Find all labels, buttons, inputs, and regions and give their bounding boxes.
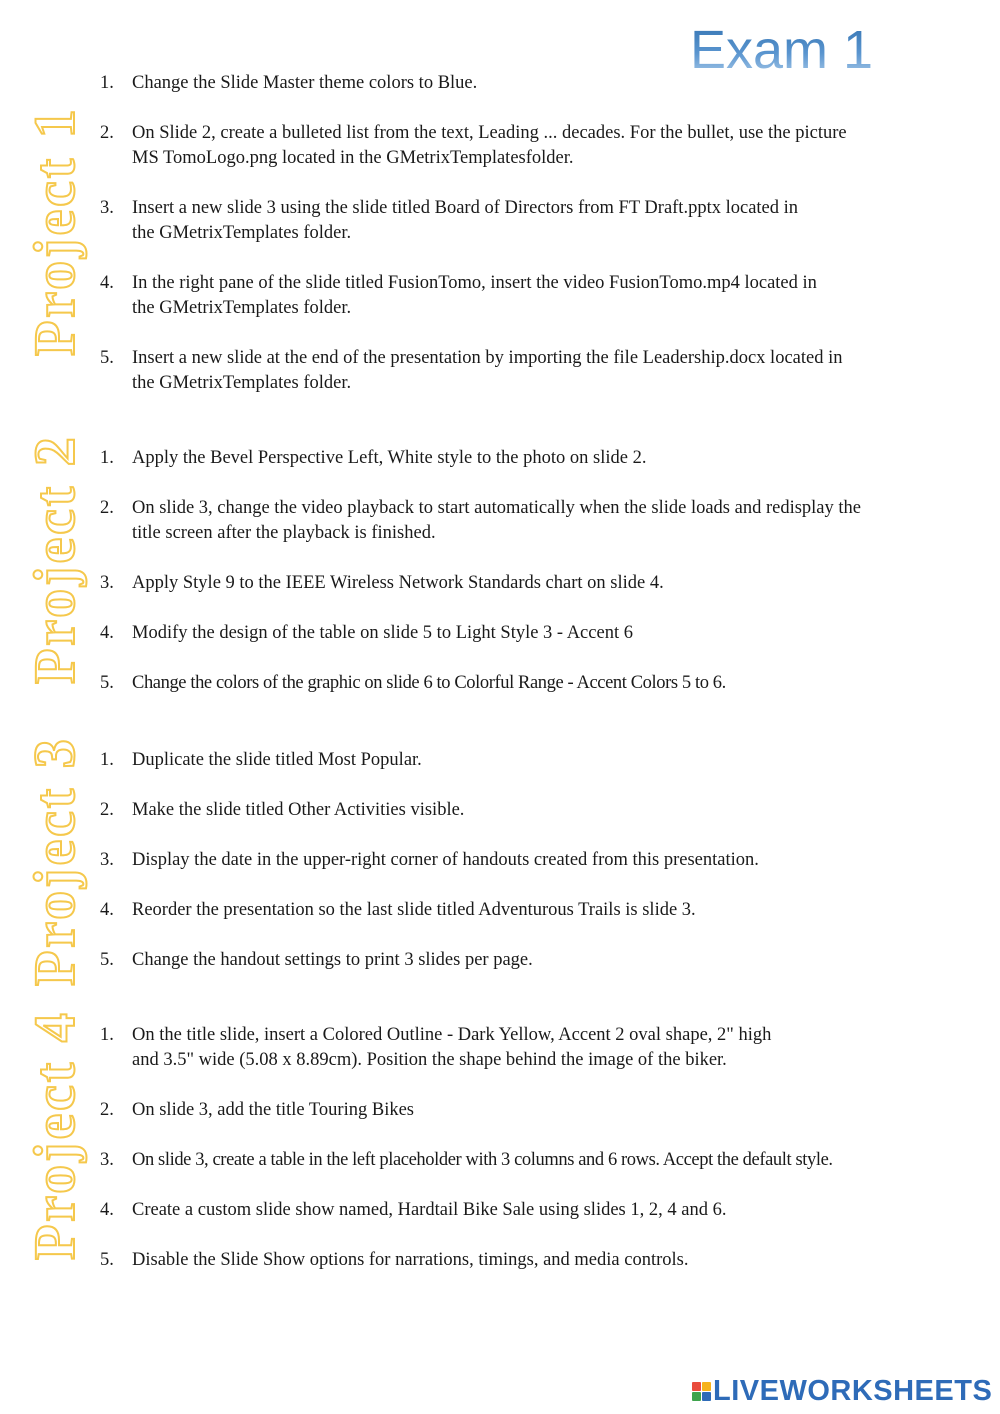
item-text: Apply Style 9 to the IEEE Wireless Network Standards chart on slide 4. <box>132 573 664 593</box>
item-number: 2. <box>100 498 114 518</box>
liveworksheets-logo[interactable] <box>692 1375 992 1408</box>
item-number: 1. <box>100 1025 114 1045</box>
exam-title: Exam 1 <box>690 20 874 80</box>
project-3-label: Project 3 <box>22 736 87 986</box>
item-text-cont: the GMetrixTemplates folder. <box>132 373 352 393</box>
item-number: 3. <box>100 198 114 218</box>
item-number: 3. <box>100 1150 114 1170</box>
project-4-label: Project 4 <box>22 1010 87 1260</box>
item-number: 4. <box>100 273 114 293</box>
project-2-label: Project 2 <box>22 434 87 684</box>
item-text: Reorder the presentation so the last slide titled Adventurous Trails is slide 3. <box>132 900 696 920</box>
logo-square-yellow <box>702 1382 711 1391</box>
item-text: Change the colors of the graphic on slide 6 to Colorful Range - Accent Colors 5 to 6. <box>132 673 726 693</box>
item-number: 5. <box>100 950 114 970</box>
item-number: 5. <box>100 348 114 368</box>
item-number: 2. <box>100 123 114 143</box>
item-text-cont: MS TomoLogo.png located in the GMetrixTemplatesfolder. <box>132 148 574 168</box>
item-text-cont: title screen after the playback is finished. <box>132 523 436 543</box>
item-text: On the title slide, insert a Colored Outline - Dark Yellow, Accent 2 oval shape, 2" high <box>132 1025 772 1045</box>
item-number: 1. <box>100 448 114 468</box>
item-text: Duplicate the slide titled Most Popular. <box>132 750 422 770</box>
item-text: In the right pane of the slide titled FusionTomo, insert the video FusionTomo.mp4 located in <box>132 273 817 293</box>
logo-square-green <box>692 1392 701 1401</box>
item-text-cont: and 3.5" wide (5.08 x 8.89cm). Position the shape behind the image of the biker. <box>132 1050 727 1070</box>
logo-text: LIVEWORKSHEETS <box>713 1375 993 1407</box>
liveworksheets-logo-icon <box>692 1382 711 1401</box>
item-text: Create a custom slide show named, Hardtail Bike Sale using slides 1, 2, 4 and 6. <box>132 1200 727 1220</box>
item-text-cont: the GMetrixTemplates folder. <box>132 223 352 243</box>
item-text: On slide 3, add the title Touring Bikes <box>132 1100 414 1120</box>
item-number: 1. <box>100 73 114 93</box>
logo-square-red <box>692 1382 701 1391</box>
item-text: Insert a new slide at the end of the presentation by importing the file Leadership.docx located in <box>132 348 843 368</box>
project-1-label: Project 1 <box>22 106 87 356</box>
item-number: 4. <box>100 1200 114 1220</box>
item-number: 5. <box>100 673 114 693</box>
item-number: 3. <box>100 850 114 870</box>
logo-square-blue <box>702 1392 711 1401</box>
item-text: Apply the Bevel Perspective Left, White style to the photo on slide 2. <box>132 448 647 468</box>
item-text-cont: the GMetrixTemplates folder. <box>132 298 352 318</box>
item-text: Change the Slide Master theme colors to Blue. <box>132 73 478 93</box>
item-number: 1. <box>100 750 114 770</box>
item-text: Disable the Slide Show options for narrations, timings, and media controls. <box>132 1250 689 1270</box>
item-number: 2. <box>100 1100 114 1120</box>
item-text: Display the date in the upper-right corner of handouts created from this presentation. <box>132 850 759 870</box>
item-text: On slide 3, change the video playback to start automatically when the slide loads and redisplay the <box>132 498 861 518</box>
item-number: 2. <box>100 800 114 820</box>
item-number: 4. <box>100 900 114 920</box>
item-number: 5. <box>100 1250 114 1270</box>
item-text: Modify the design of the table on slide 5 to Light Style 3 - Accent 6 <box>132 623 633 643</box>
item-text: Change the handout settings to print 3 slides per page. <box>132 950 533 970</box>
item-number: 3. <box>100 573 114 593</box>
item-text: On slide 3, create a table in the left placeholder with 3 columns and 6 rows. Accept the default style. <box>132 1150 833 1170</box>
item-text: Insert a new slide 3 using the slide titled Board of Directors from FT Draft.pptx located in <box>132 198 799 218</box>
item-text: On Slide 2, create a bulleted list from the text, Leading ... decades. For the bullet, use the picture <box>132 123 847 143</box>
item-number: 4. <box>100 623 114 643</box>
item-text: Make the slide titled Other Activities visible. <box>132 800 465 820</box>
